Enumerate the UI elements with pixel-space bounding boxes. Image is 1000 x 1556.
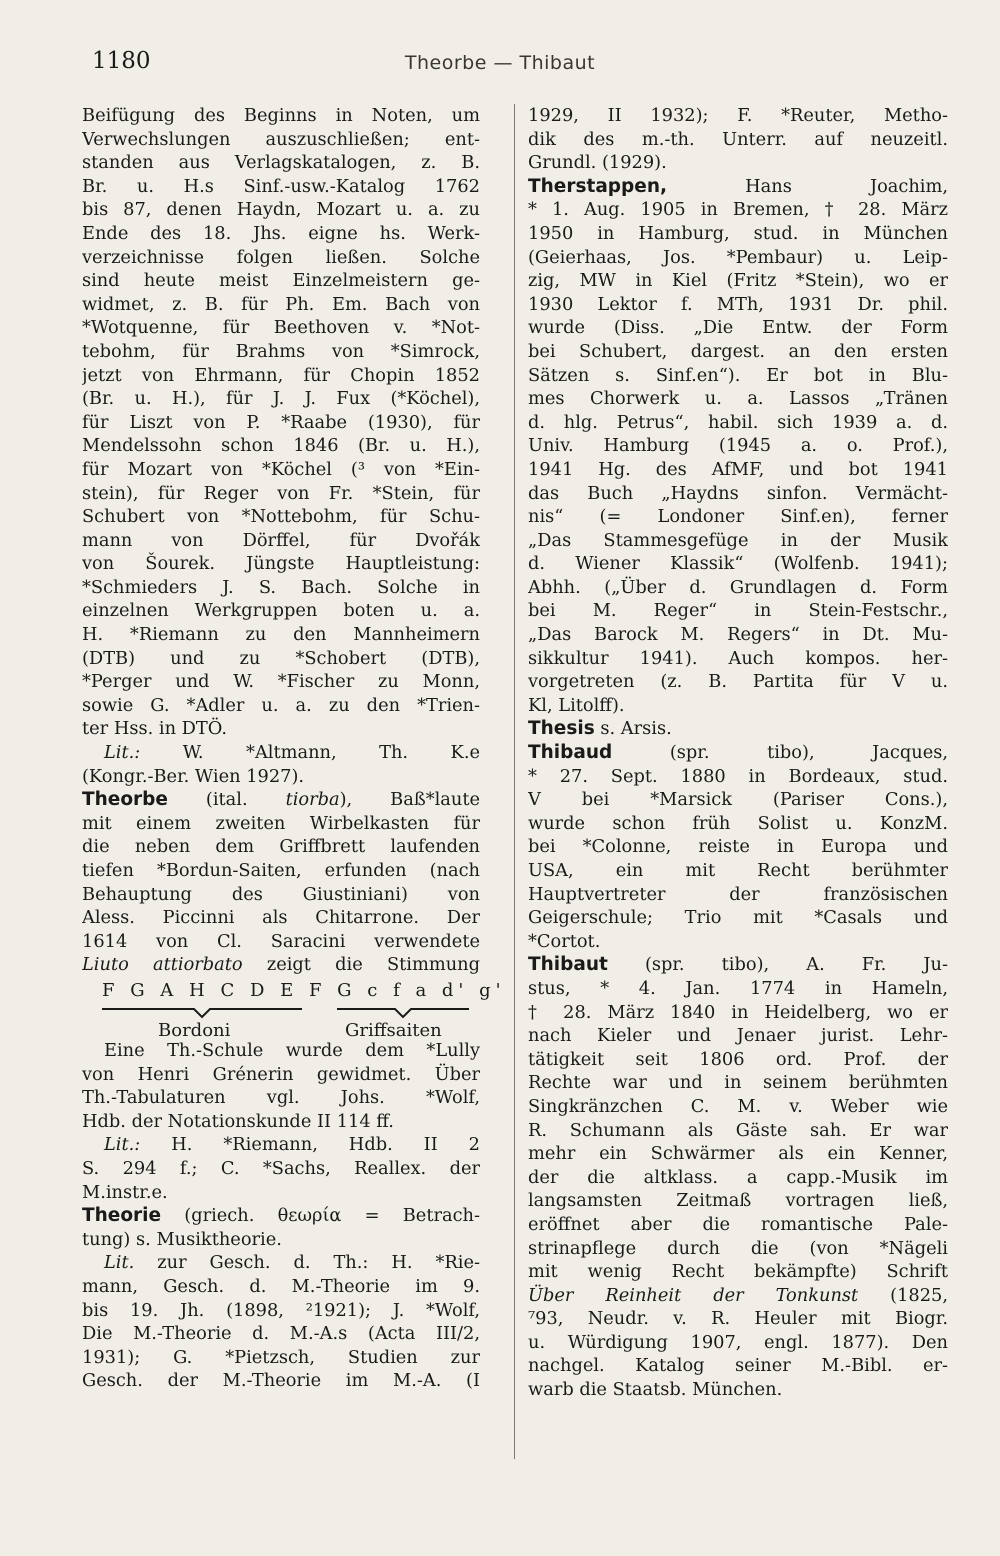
running-title: Theorbe — Thibaut xyxy=(404,52,596,74)
text-line: für Mozart von *Köchel (³ von *Ein- xyxy=(82,458,480,480)
text-line: widmet, z. B. für Ph. Em. Bach von xyxy=(82,293,480,315)
left-column xyxy=(82,104,506,1393)
literature-label: Lit.: xyxy=(104,742,141,764)
text-line: Rechte war und in seinem berühmten xyxy=(528,1072,948,1094)
text-line: *Wotquenne, für Beethoven v. *Not- xyxy=(82,317,480,339)
text-line: stus, * 4. Jan. 1774 in Hameln, xyxy=(528,977,948,999)
text-line: verzeichnisse folgen ließen. Solche xyxy=(82,246,480,268)
text-line: Br. u. H.s Sinf.-usw.-Katalog 1762 xyxy=(82,175,480,197)
entry-heading-line: Thesis s. Arsis. xyxy=(528,718,672,740)
text-line: Gesch. der M.-Theorie im M.-A. (I xyxy=(82,1370,480,1392)
text-line: * 27. Sept. 1880 in Bordeaux, stud. xyxy=(528,765,948,787)
entry-headword: Thibaud xyxy=(528,742,613,764)
text-line: tung) s. Musiktheorie. xyxy=(82,1228,282,1250)
text-line: der die altklass. a capp.-Musik im xyxy=(528,1166,948,1188)
text-line: tebohm, für Brahms von *Simrock, xyxy=(82,340,480,362)
literature-line: Lit. zur Gesch. d. Th.: H. *Rie- xyxy=(104,1252,480,1274)
text-line: das Buch „Haydns sinfon. Vermächt- xyxy=(528,482,948,504)
text-line: Univ. Hamburg (1945 a. o. Prof.), xyxy=(528,435,948,457)
text-line: sind heute meist Einzelmeistern ge- xyxy=(82,270,480,292)
text-line: Hauptvertreter der französischen xyxy=(528,883,948,905)
text-line: mann von Dörffel, für Dvořák xyxy=(82,529,480,551)
music-example xyxy=(82,979,506,1041)
text-line: stein), für Reger von Fr. *Stein, für xyxy=(82,482,480,504)
text-line: bei *Colonne, reiste in Europa und xyxy=(528,836,948,858)
text-line: dik des m.-th. Unterr. auf neuzeitl. xyxy=(528,128,948,150)
text-line: H. *Riemann zu den Mannheimern xyxy=(82,624,480,646)
text-line: Sätzen s. Sinf.en“). Er bot in Blu- xyxy=(528,364,948,386)
text-line: einzelnen Werkgruppen boten u. a. xyxy=(82,600,480,622)
text-line: zig, MW in Kiel (Fritz *Stein), wo er xyxy=(528,270,948,292)
text-line: d. Wiener Klassik“ (Wolfenb. 1941); xyxy=(528,553,948,575)
entry-heading-line: Theorbe (ital. tiorba), Baß*laute xyxy=(82,789,480,811)
text-line: bis 87, denen Haydn, Mozart u. a. zu xyxy=(82,199,480,221)
griffsaiten-label: Griffsaiten xyxy=(345,1019,442,1041)
text-line: die neben dem Griffbrett laufenden xyxy=(82,836,480,858)
text-line: † 28. März 1840 in Heidelberg, wo er xyxy=(528,1001,948,1023)
text-line: mes Chorwerk u. a. Lassos „Tränen xyxy=(528,388,948,410)
text-line: Ende des 18. Jhs. eigne hs. Werk- xyxy=(82,222,480,244)
text-line: eröffnet aber die romantische Pale- xyxy=(528,1213,948,1235)
text-line: USA, ein mit Recht berühmter xyxy=(528,860,948,881)
literature-label: Lit. xyxy=(104,1252,135,1274)
text-line: bei M. Reger“ in Stein-Festschr., xyxy=(528,600,948,622)
text-line: *Cortot. xyxy=(528,930,601,952)
text-line: 1929, II 1932); F. *Reuter, Metho- xyxy=(528,105,948,126)
entry-headword: Theorie xyxy=(82,1205,162,1227)
entry-headword: Thibaut xyxy=(528,954,608,976)
text-line: mann, Gesch. d. M.-Theorie im 9. xyxy=(82,1275,480,1297)
entry-heading-line: Thibaud (spr. tibo), Jacques, xyxy=(528,742,948,764)
text-line: Die M.-Theorie d. M.-A.s (Acta III/2, xyxy=(82,1323,480,1345)
right-column-lines xyxy=(528,104,948,1402)
italic-title: Über Reinheit der Tonkunst xyxy=(528,1284,859,1306)
page-number: 1180 xyxy=(92,48,151,74)
entry-headword: Therstappen, xyxy=(528,175,668,197)
text-line: nis“ (= Londoner Sinf.en), ferner xyxy=(528,506,948,528)
text-line: standen aus Verlagskatalogen, z. B. xyxy=(82,152,480,174)
text-line: Hdb. der Notationskunde II 114 ff. xyxy=(82,1110,394,1132)
text-line: Eine Th.-Schule wurde dem *Lully xyxy=(104,1039,480,1061)
text-line: Mendelssohn schon 1846 (Br. u. H.), xyxy=(82,435,480,457)
text-line: u. Würdigung 1907, engl. 1877). Den xyxy=(528,1331,948,1353)
italic-title: Liuto attiorbato xyxy=(82,954,243,976)
left-column-lines-after xyxy=(82,1039,480,1393)
entry-heading-line: Thibaut (spr. tibo), A. Fr. Ju- xyxy=(528,954,948,976)
text-line: strinapflege durch die (von *Nägeli xyxy=(528,1237,948,1259)
text-line: Beifügung des Beginns in Noten, um xyxy=(82,105,480,126)
bordoni-label: Bordoni xyxy=(158,1019,231,1041)
text-line: Über Reinheit der Tonkunst (1825, xyxy=(528,1284,948,1306)
text-line: für Liszt von P. *Raabe (1930), für xyxy=(82,411,480,433)
entry-heading-line: Therstappen, Hans Joachim, xyxy=(528,175,948,197)
text-line: M.instr.e. xyxy=(82,1181,168,1203)
text-line: Aless. Piccinni als Chitarrone. Der xyxy=(82,907,480,929)
text-line: (Geierhaas, Jos. *Pembaur) u. Leip- xyxy=(528,246,948,268)
text-line: vorgetreten (z. B. Partita für V u. xyxy=(528,671,948,693)
text-line: d. hlg. Petrus“, habil. sich 1939 a. d. xyxy=(528,411,948,433)
text-line: (DTB) und zu *Schobert (DTB), xyxy=(82,647,480,669)
text-line: Geigerschule; Trio mit *Casals und xyxy=(528,907,948,929)
text-line: nachgel. Katalog seiner M.-Bibl. er- xyxy=(528,1355,948,1377)
text-line: V bei *Marsick (Pariser Cons.), xyxy=(528,789,948,811)
text-line: Verwechslungen auszuschließen; ent- xyxy=(82,128,480,150)
text-line: 1930 Lektor f. MTh, 1931 Dr. phil. xyxy=(528,293,948,315)
text-line: ter Hss. in DTÖ. xyxy=(82,718,227,740)
text-line: Kl, Litolff). xyxy=(528,694,625,716)
text-line: langsamsten Zeitmaß vortragen ließ, xyxy=(528,1190,948,1212)
entry-heading-line: Theorie (griech. θεωρία = Betrach- xyxy=(82,1205,480,1227)
right-column xyxy=(528,104,948,1402)
tuning-notes: F G A H C D E F G c f a d' g' xyxy=(102,979,506,1001)
text-line: Liuto attiorbato zeigt die Stimmung xyxy=(82,954,480,976)
text-line: * 1. Aug. 1905 in Bremen, † 28. März xyxy=(528,199,948,221)
text-line: von Šourek. Jüngste Hauptleistung: xyxy=(82,553,480,575)
text-line: tiefen *Bordun-Saiten, erfunden (nach xyxy=(82,860,480,881)
text-line: (Br. u. H.), für J. J. Fux (*Köchel), xyxy=(82,388,480,410)
text-line: 1614 von Cl. Saracini verwendete xyxy=(82,930,480,952)
text-line: wurde schon früh Solist u. KonzM. xyxy=(528,812,948,834)
text-line: mit wenig Recht bekämpfte) Schrift xyxy=(528,1261,948,1283)
text-line: Th.-Tabulaturen vgl. Johs. *Wolf, xyxy=(82,1087,480,1109)
column-rule xyxy=(514,104,515,1459)
text-line: S. 294 f.; C. *Sachs, Reallex. der xyxy=(82,1157,480,1179)
text-line: (Kongr.-Ber. Wien 1927). xyxy=(82,765,305,787)
text-line: sikkultur 1941). Auch kompos. her- xyxy=(528,647,948,669)
text-line: ⁷93, Neudr. v. R. Heuler mit Biogr. xyxy=(528,1308,948,1330)
text-line: 1950 in Hamburg, stud. in München xyxy=(528,222,948,244)
entry-headword: Theorbe xyxy=(82,789,168,811)
text-line: Schubert von *Nottebohm, für Schu- xyxy=(82,506,480,528)
text-line: Abhh. („Über d. Grundlagen d. Form xyxy=(528,576,948,598)
text-line: 1941 Hg. des AfMF, und bot 1941 xyxy=(528,458,948,480)
text-line: *Schmieders J. S. Bach. Solche in xyxy=(82,576,480,598)
text-line: von Henri Grénerin gewidmet. Über xyxy=(82,1063,480,1085)
left-column-lines xyxy=(82,104,480,977)
text-line: mehr ein Schwärmer als ein Kenner, xyxy=(528,1143,948,1165)
entry-headword: Thesis xyxy=(528,718,595,740)
text-line: tätigkeit seit 1806 ord. Prof. der xyxy=(528,1048,948,1070)
text-line: sowie G. *Adler u. a. zu den *Trien- xyxy=(82,694,480,716)
text-line: Grundl. (1929). xyxy=(528,152,667,174)
text-line: Singkränzchen C. M. v. Weber wie xyxy=(528,1095,948,1117)
literature-line: Lit.: W. *Altmann, Th. K.e xyxy=(104,742,480,764)
text-line: „Das Barock M. Regers“ in Dt. Mu- xyxy=(528,624,948,646)
text-line: bis 19. Jh. (1898, ²1921); J. *Wolf, xyxy=(82,1299,480,1321)
literature-line: Lit.: H. *Riemann, Hdb. II 2 xyxy=(104,1134,480,1156)
literature-label: Lit.: xyxy=(104,1134,141,1156)
text-line: R. Schumann als Gäste sah. Er war xyxy=(528,1119,948,1141)
italic-term: tiorba xyxy=(285,789,340,811)
text-line: Behauptung des Giustiniani) von xyxy=(82,883,480,905)
text-line: bei Schubert, dargest. an den ersten xyxy=(528,340,948,362)
text-line: „Das Stammesgefüge in der Musik xyxy=(528,529,948,551)
text-line: warb die Staatsb. München. xyxy=(528,1379,783,1401)
text-line: jetzt von Ehrmann, für Chopin 1852 xyxy=(82,364,480,386)
text-line: *Perger und W. *Fischer zu Monn, xyxy=(82,671,480,693)
text-line: wurde (Diss. „Die Entw. der Form xyxy=(528,317,948,339)
text-line: nach Kieler und Jenaer jurist. Lehr- xyxy=(528,1025,948,1047)
text-line: mit einem zweiten Wirbelkasten für xyxy=(82,812,480,834)
text-line: 1931); G. *Pietzsch, Studien zur xyxy=(82,1346,480,1368)
